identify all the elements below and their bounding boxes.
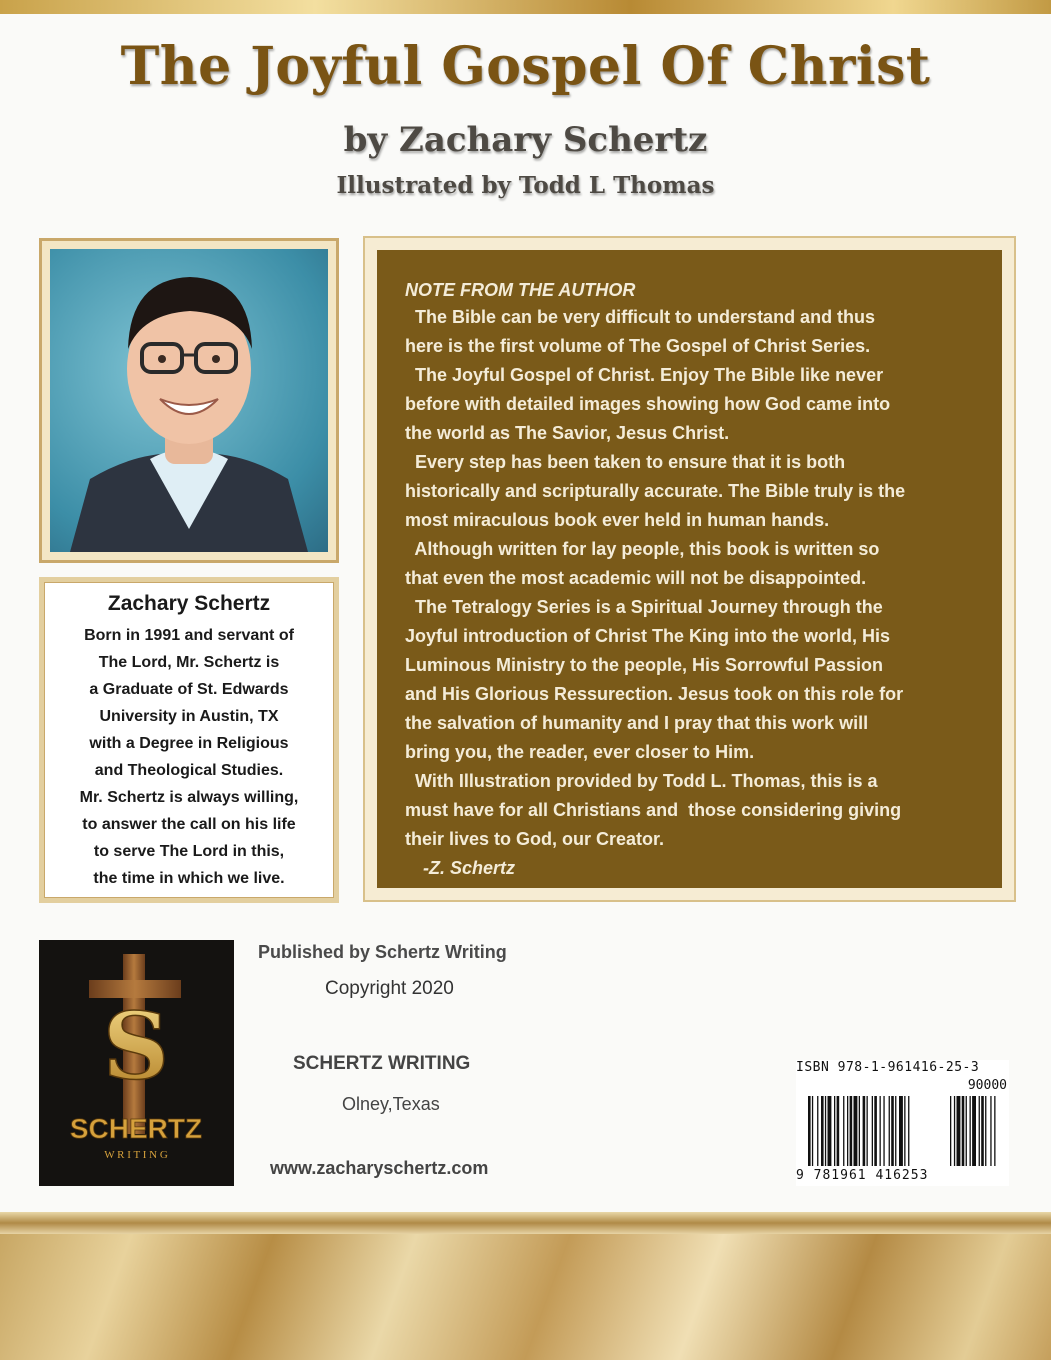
- barcode-bar: [883, 1096, 884, 1166]
- bio-line: to serve The Lord in this,: [93, 843, 285, 860]
- barcode-addon-bar: [950, 1096, 951, 1166]
- bio-line: to answer the call on his life: [82, 816, 296, 833]
- note-line: Every step has been taken to ensure that it is both: [405, 452, 846, 472]
- barcode-addon-bar: [994, 1096, 995, 1166]
- barcode-addon-bar: [979, 1096, 980, 1166]
- note-line: historically and scripturally accurate. The Bible truly is the: [405, 481, 906, 501]
- note-line: bring you, the reader, ever closer to Him.: [405, 742, 755, 762]
- barcode-bar: [889, 1096, 890, 1166]
- bio-line: The Lord, Mr. Schertz is: [98, 654, 280, 671]
- barcode-bar: [891, 1096, 894, 1166]
- barcode-addon-bar: [957, 1096, 961, 1166]
- author-note: [377, 250, 1002, 888]
- copyright: Copyright 2020: [325, 978, 454, 999]
- barcode-bar: [808, 1096, 811, 1166]
- barcode-bar: [908, 1096, 909, 1166]
- note-line: Luminous Ministry to the people, His Sorrowful Passion: [405, 655, 884, 675]
- note-line: that even the most academic will not be disappointed.: [405, 568, 867, 588]
- barcode-addon-bar: [981, 1096, 984, 1166]
- published-by: Published by Schertz Writing: [258, 942, 507, 962]
- bottom-gold-band: [0, 1212, 1051, 1234]
- isbn-barcode: [796, 1060, 1009, 1186]
- note-line: must have for all Christians and those considering giving: [405, 800, 902, 820]
- barcode-bar: [874, 1096, 877, 1166]
- barcode-bar: [837, 1096, 840, 1166]
- barcode-bar: [880, 1096, 881, 1166]
- top-gold-band: [0, 0, 1051, 14]
- cross-dollar-logo-icon: [39, 940, 234, 1186]
- author-note-frame: [363, 236, 1016, 902]
- author-photo-frame: [39, 238, 339, 563]
- barcode-bar: [821, 1096, 824, 1166]
- barcode-bar: [812, 1096, 813, 1166]
- barcode-bar: [834, 1096, 835, 1166]
- barcode-bar: [847, 1096, 848, 1166]
- note-heading: NOTE FROM THE AUTHOR: [405, 280, 636, 300]
- note-line: With Illustration provided by Todd L. Thomas, this is a: [405, 771, 878, 791]
- author-byline: by Zachary Schertz: [343, 120, 708, 160]
- barcode-bar: [867, 1096, 868, 1166]
- note-line: The Bible can be very difficult to understand and thus: [405, 307, 876, 327]
- barcode-bar: [895, 1096, 896, 1166]
- price-code: 90000: [967, 1078, 1007, 1093]
- bio-line: University in Austin, TX: [99, 708, 279, 725]
- publisher-logo: [39, 940, 234, 1186]
- barcode-bar: [899, 1096, 903, 1166]
- publisher-name: SCHERTZ WRITING: [293, 1053, 471, 1074]
- bio-line: a Graduate of St. Edwards: [89, 681, 289, 698]
- barcode-bar: [904, 1096, 905, 1166]
- barcode-bar: [872, 1096, 873, 1166]
- illustrator-credit: Illustrated by Todd L Thomas: [336, 172, 715, 199]
- note-line: the world as The Savior, Jesus Christ.: [405, 423, 730, 443]
- barcode-bar: [863, 1096, 866, 1166]
- barcode-addon-bar: [966, 1096, 967, 1166]
- barcode-addon-bar: [990, 1096, 991, 1166]
- logo-subtext: W R I T I N G: [104, 1149, 168, 1161]
- bio-name: Zachary Schertz: [107, 592, 271, 615]
- barcode-bar: [859, 1096, 860, 1166]
- author-bio-box: [39, 577, 339, 903]
- logo-wordmark: SCHERTZ: [69, 1113, 203, 1144]
- isbn-number: ISBN 978-1-961416-25-3: [796, 1060, 980, 1075]
- note-line: their lives to God, our Creator.: [405, 829, 665, 849]
- bottom-gold-marble: [0, 1234, 1051, 1360]
- barcode-bar: [843, 1096, 844, 1166]
- bio-line: Mr. Schertz is always willing,: [79, 789, 299, 806]
- note-line: Joyful introduction of Christ The King into the world, His: [405, 626, 890, 646]
- barcode-bar: [825, 1096, 826, 1166]
- barcode-bar: [854, 1096, 858, 1166]
- ean-number: 9 781961 416253: [796, 1168, 929, 1183]
- bio-text: [60, 622, 318, 892]
- author-photo: [50, 249, 328, 552]
- note-line: the salvation of humanity and I pray that this work will: [405, 713, 869, 733]
- barcode-addon-bar: [970, 1096, 971, 1166]
- author-portrait-illustration: [50, 249, 328, 552]
- barcode-addon-bar: [954, 1096, 955, 1166]
- note-line: The Joyful Gospel of Christ. Enjoy The Bible like never: [405, 365, 884, 385]
- note-line: Although written for lay people, this book is written so: [405, 539, 880, 559]
- svg-text:S: S: [102, 992, 170, 1100]
- note-signature: -Z. Schertz: [423, 858, 516, 878]
- bio-line: and Theological Studies.: [94, 762, 284, 779]
- barcode-bar: [850, 1096, 853, 1166]
- barcode-addon-bar: [985, 1096, 986, 1166]
- bio-line: Born in 1991 and servant of: [84, 627, 294, 644]
- barcode-addon-bar: [972, 1096, 976, 1166]
- note-line: most miraculous book ever held in human hands.: [405, 510, 830, 530]
- book-title: The Joyful Gospel Of Christ: [120, 36, 931, 97]
- note-line: before with detailed images showing how God came into: [405, 394, 891, 414]
- barcode-bar: [828, 1096, 832, 1166]
- note-line: The Tetralogy Series is a Spiritual Journey through the: [405, 597, 883, 617]
- barcode-bars: [808, 1096, 1008, 1168]
- barcode-bar: [817, 1096, 818, 1166]
- barcode-addon-bar: [962, 1096, 965, 1166]
- note-line: and His Glorious Ressurection. Jesus took on this role for: [405, 684, 904, 704]
- website-link[interactable]: www.zacharyschertz.com: [270, 1158, 489, 1178]
- bio-line: the time in which we live.: [93, 870, 285, 887]
- bio-line: with a Degree in Religious: [89, 735, 289, 752]
- publisher-location: Olney,Texas: [342, 1094, 440, 1114]
- note-line: here is the first volume of The Gospel of Christ Series.: [405, 336, 871, 356]
